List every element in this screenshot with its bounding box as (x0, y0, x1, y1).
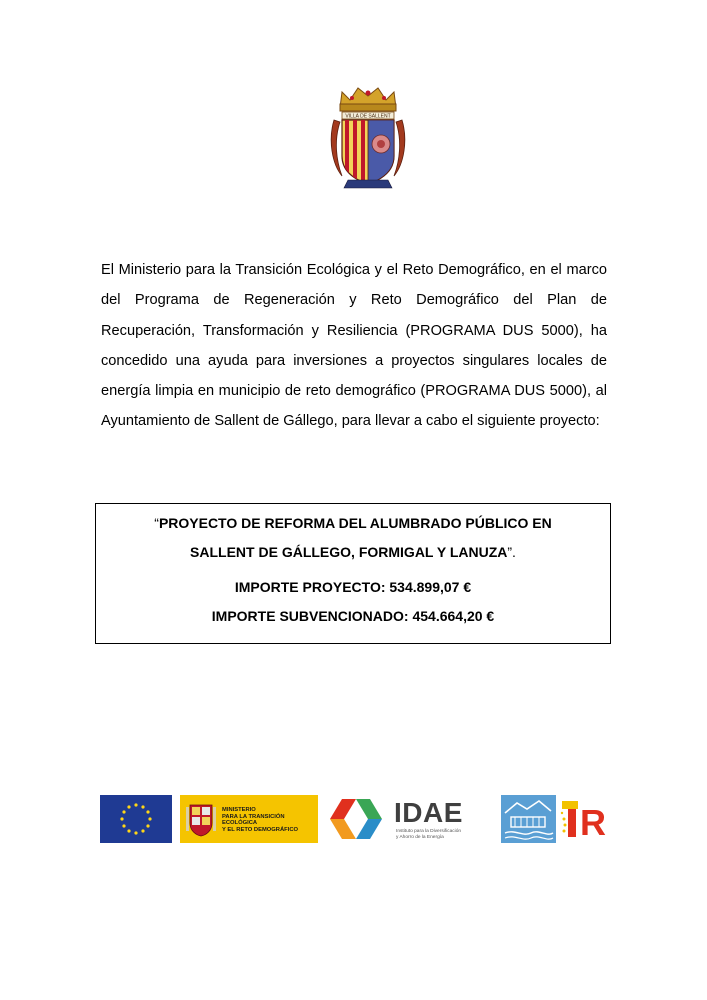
open-quote: “ (154, 515, 159, 531)
idae-emblem-icon (322, 793, 388, 845)
project-box (95, 503, 611, 644)
idae-wordmark: IDAE (394, 797, 463, 828)
eu-flag-icon (100, 795, 172, 843)
funding-logos (100, 793, 610, 845)
coat-of-arms-logo (328, 80, 408, 192)
crown-icon (340, 88, 396, 111)
ministry-line1: MINISTERIO (222, 807, 256, 813)
project-title-line2: SALLENT DE GÁLLEGO, FORMIGAL Y LANUZA (190, 544, 508, 560)
project-title (96, 509, 610, 567)
project-amount: IMPORTE PROYECTO: 534.899,07 € (234, 579, 472, 595)
idae-subtitle-line1: Instituto para la Diversificación (396, 829, 462, 834)
project-title-line1: PROYECTO DE REFORMA DEL ALUMBRADO PÚBLICO EN (158, 515, 552, 531)
subsidy-amount: IMPORTE SUBVENCIONADO: 454.664,20 € (211, 608, 495, 624)
tr-letter: R (580, 802, 606, 841)
close-quote: ”. (507, 544, 516, 560)
ministry-text (222, 807, 318, 833)
idae-subtitle-line2: y Ahorro de la Energía (396, 834, 444, 840)
body-paragraph: El Ministerio para la Transición Ecológica y el Reto Demográfico, en el marco del Programa de Regeneración y Reto Demográfico del Plan de Recuperación, Transformación y Resiliencia (PROGRAMA DUS 5000), ha concedido una ayuda para inversiones a proyectos singulares locales de energía limpia en municipio de reto demográfico (PROGRAMA DUS 5000), al Ayuntamiento de Sallent de Gállego, para llevar a cabo el siguiente proyecto: (101, 262, 607, 430)
spain-shield-icon (186, 801, 216, 837)
demographic-logo-icon (501, 795, 556, 843)
ministry-logo (180, 795, 318, 843)
ministry-line2: PARA LA TRANSICIÓN ECOLÓGICA (222, 813, 285, 827)
idae-subtitle (396, 829, 461, 840)
ministry-line3: Y EL RETO DEMOGRÁFICO (222, 826, 299, 833)
idae-logo (322, 793, 472, 845)
crest-banner-text: VILLA DE SALLENT (345, 113, 391, 120)
recovery-plan-logo-icon (560, 797, 606, 841)
